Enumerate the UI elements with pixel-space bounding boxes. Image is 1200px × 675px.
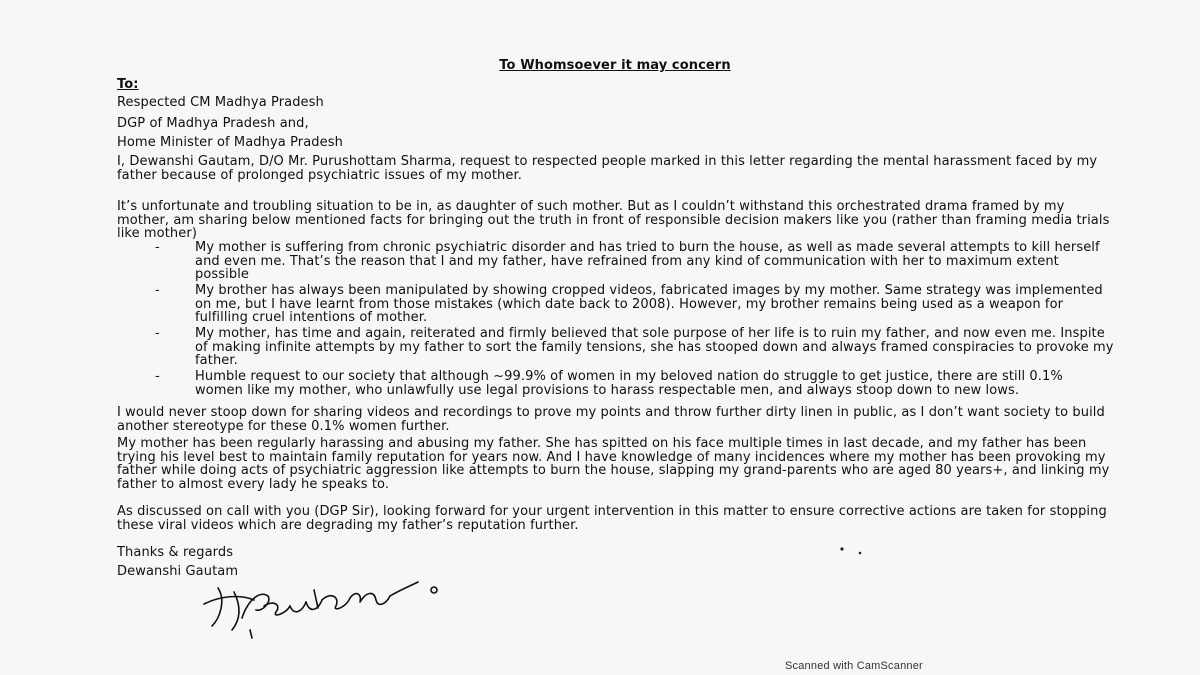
bullet-dash: - [155,283,160,298]
closing-line: Thanks & regards [117,545,234,560]
bullet-text: My brother has always been manipulated by showing cropped videos, fabricated images by my mother. Same strategy was implemented on me, but I have learnt from those mistakes (which date back to 2008). However, my brother remains being used as a weapon for fulfilling cruel intentions of mother. [195,283,1103,326]
recipient-home-minister: Home Minister of Madhya Pradesh [117,135,343,150]
bullet-dash: - [155,240,160,255]
request-paragraph: As discussed on call with you (DGP Sir), looking forward for your urgent intervention in this matter to ensure corrective actions are taken for stopping these viral videos which are degrading my father’s reputation further. [117,504,1107,533]
recipient-cm: Respected CM Madhya Pradesh [117,95,324,110]
to-label: To: [117,77,139,92]
intro-paragraph: I, Dewanshi Gautam, D/O Mr. Purushottam Sharma, request to respected people marked in this letter regarding the mental harassment faced by my father because of prolonged psychiatric issues of my mother. [117,154,1098,183]
scan-specks [838,545,868,559]
bullet-text: My mother is suffering from chronic psychiatric disorder and has tried to burn the house, as well as made several attempts to kill herself and even me. That’s the reason that I and my father, have refrained from any kind of communication with her to maximum extent possible [195,240,1100,283]
bullet-dash: - [155,369,160,384]
bullet-dash: - [155,326,160,341]
recipient-dgp: DGP of Madhya Pradesh and, [117,116,309,131]
list-item [155,241,1115,284]
list-item [155,327,1115,370]
context-paragraph: It’s unfortunate and troubling situation to be in, as daughter of such mother. But as I couldn’t withstand this orchestrated drama framed by my mother, am sharing below mentioned facts for bringing out the truth in front of responsible decision makers like you (rather than framing media trials like mother) [117,199,1110,242]
bullet-text: Humble request to our society that although ~99.9% of women in my beloved nation do struggle to get justice, there are still 0.1% women like my mother, who unlawfully use legal provisions to harass respectable men, and always stoop down to new lows. [195,369,1063,398]
bullet-text: My mother, has time and again, reiterated and firmly believed that sole purpose of her life is to ruin my father, and now even me. Inspite of making infinite attempts by my father to sort the family tensions, she has stooped down and always framed conspiracies to provoke my father. [195,326,1114,369]
harassment-paragraph: My mother has been regularly harassing and abusing my father. She has spitted on his face multiple times in last decade, and my father has been trying his level best to maintain family reputation for years now. And I have knowledge of many incidences where my mother has been provoking my father while doing acts of psychiatric aggression like attempts to burn the house, slapping my grand-parents who are aged 80 years+, and linking my father to almost every lady he speaks to. [117,436,1110,492]
list-item [155,284,1115,327]
sender-name: Dewanshi Gautam [117,564,239,579]
facts-list [155,241,1115,413]
camscanner-watermark: Scanned with CamScanner [785,660,923,672]
letter-heading: To Whomsoever it may concern [499,58,731,73]
videos-paragraph: I would never stoop down for sharing videos and recordings to prove my points and throw further dirty linen in public, as I don’t want society to build another stereotype for these 0.1% women further. [117,405,1105,434]
handwritten-signature [190,560,450,640]
